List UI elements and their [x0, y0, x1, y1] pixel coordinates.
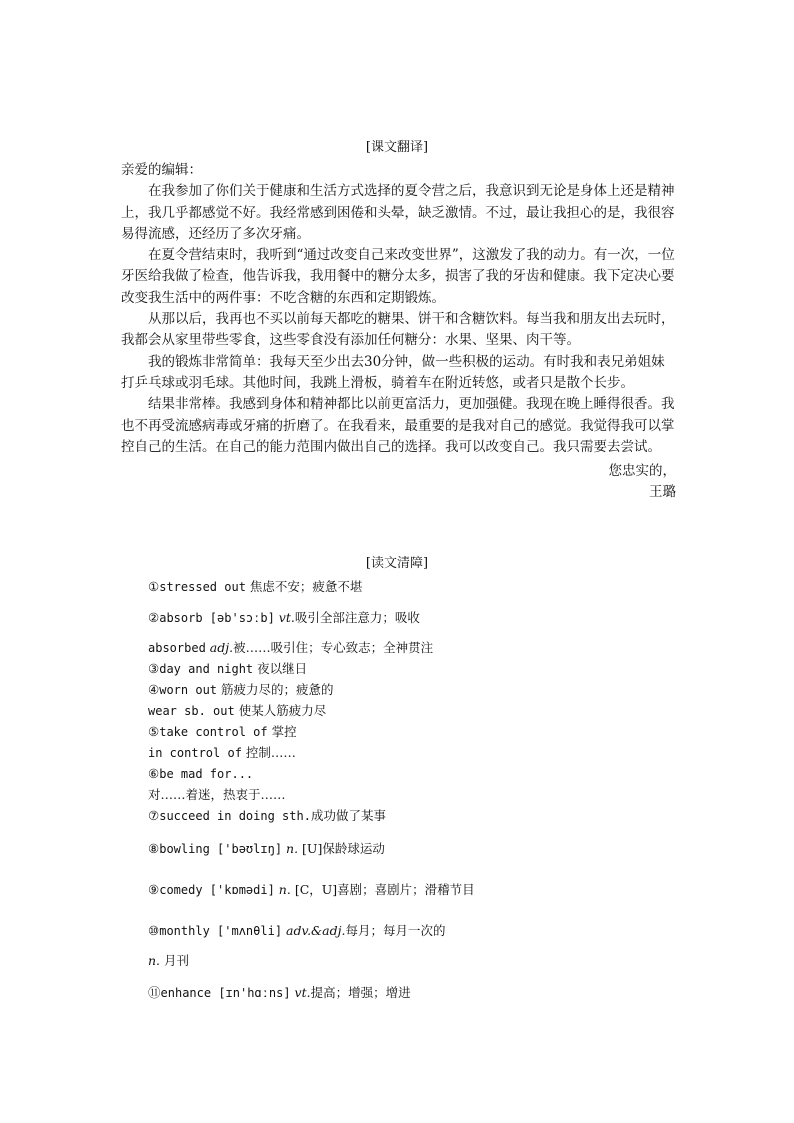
vocab-item: ④worn out 筋疲力尽的；疲惫的	[148, 682, 334, 697]
paragraph-3: 从那以后，我再也不买以前每天都吃的糖果、饼干和含糖饮料。每当我和朋友出去玩时，我都会从家里带些零食，这些零食没有添加任何糖分：水果、坚果、肉干等。	[121, 311, 675, 349]
vocab-item: in control of 控制……	[148, 745, 296, 760]
vocab-item: ⑩monthly ['mʌnθli] adv.&adj.每月；每月一次的	[148, 923, 446, 938]
vocab-item: ⑪enhance [ɪn'hɑːns] vt.提高；增强；增进	[148, 985, 411, 1000]
vocab-item: wear sb. out 使某人筋疲力尽	[148, 703, 327, 718]
paragraph-4: 我的锻炼非常简单：我每天至少出去30分钟，做一些积极的运动。有时我和表兄弟姐妹打乒乓球或羽毛球。其他时间，我跳上滑板，骑着车在附近转悠，或者只是散个长步。	[121, 353, 665, 391]
vocab-item: ⑨comedy ['kɒmədi] n. [C，U]喜剧；喜剧片；滑稽节目	[148, 882, 475, 897]
paragraph-1: 在我参加了你们关于健康和生活方式选择的夏令营之后，我意识到无论是身体上还是精神上，我几乎都感觉不好。我经常感到困倦和头晕，缺乏激情。不过，最让我担心的是，我很容易得流感，还经历了多次牙痛。	[121, 183, 675, 242]
vocab-item: ②absorb [əb'sɔːb] vt.吸引全部注意力；吸收	[148, 610, 420, 625]
vocab-item: absorbed adj.被……吸引住；专心致志；全神贯注	[148, 640, 434, 655]
notes-title: [读文清障]	[365, 556, 429, 571]
vocab-item: ⑥be mad for...	[148, 766, 254, 781]
salutation: 亲爱的编辑：	[121, 162, 202, 178]
vocab-item: ③day and night 夜以继日	[148, 661, 308, 676]
vocab-item: ①stressed out 焦虑不安；疲惫不堪	[148, 579, 363, 594]
paragraph-2: 在夏令营结束时，我听到“通过改变自己来改变世界”，这激发了我的动力。有一次，一位牙医给我做了检查，他告诉我，我用餐中的糖分太多，损害了我的牙齿和健康。我下定决心要改变我生活中的两件事：不吃含糖的东西和定期锻炼。	[121, 247, 675, 306]
paragraph-5: 结果非常棒。我感到身体和精神都比以前更富活力，更加强健。我现在晚上睡得很香。我也不再受流感病毒或牙痛的折磨了。在我看来，最重要的是我对自己的感觉。我觉得我可以掌控自己的生活。在自己的能力范围内做出自己的选择。我可以改变自己。我只需要去尝试。	[121, 396, 675, 455]
vocab-item: ⑤take control of 掌控	[148, 724, 297, 739]
vocab-item: ⑦succeed in doing sth.成功做了某事	[148, 808, 386, 823]
vocab-item: ⑧bowling ['bəʊlɪŋ] n. [U]保龄球运动	[148, 841, 385, 856]
closing: 您忠实的，	[608, 463, 676, 480]
translation-letter	[121, 160, 676, 504]
vocab-item: n. 月刊	[148, 953, 190, 968]
signature: 王璐	[649, 484, 676, 501]
vocab-item: 对……着迷，热衷于……	[148, 787, 286, 802]
translation-title: [课文翻译]	[365, 140, 429, 155]
